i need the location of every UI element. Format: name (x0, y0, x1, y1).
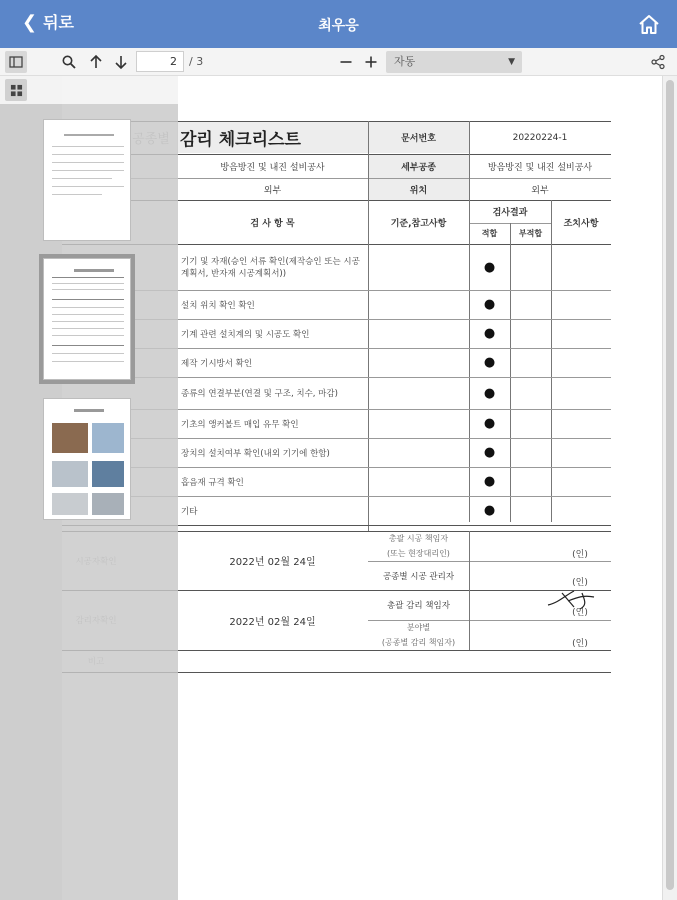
previous-page-button[interactable] (85, 51, 107, 73)
thumb-line (52, 335, 124, 336)
home-button[interactable] (637, 13, 661, 37)
result-mark: ● (483, 445, 496, 460)
supervisor-date: 2022년 02월 24일 (229, 616, 316, 628)
detail-work-label: 세부공종 (401, 162, 436, 173)
zoom-in-button[interactable] (360, 51, 382, 73)
rule (469, 531, 470, 650)
thumb-line (52, 162, 124, 163)
location-value: 외부 (531, 185, 549, 196)
result-mark: ● (483, 297, 496, 312)
thumb-photo (92, 493, 124, 515)
pdf-toolbar (0, 48, 677, 76)
sidebar-icon (8, 54, 24, 70)
result-mark: ● (483, 355, 496, 370)
thumb-line (52, 321, 124, 322)
scrollbar-thumb[interactable] (666, 80, 674, 890)
thumb-line (52, 277, 124, 278)
home-icon (637, 13, 661, 37)
thumb-line (52, 289, 124, 290)
chevron-left-icon: ❮ (22, 12, 38, 33)
thumbnail-sidebar (0, 76, 178, 900)
plus-icon (363, 54, 379, 70)
arrow-up-icon (88, 54, 104, 70)
action-header: 조치사항 (563, 218, 599, 229)
thumb-line (52, 194, 102, 195)
app-header (0, 0, 677, 48)
page-thumbnail-3[interactable] (43, 398, 131, 520)
thumb-line (74, 409, 104, 412)
checklist-item: 흡음재 규격 확인 (181, 477, 244, 488)
thumb-photo (52, 461, 88, 487)
checklist-item: 기초의 앵커볼트 매입 유무 확인 (181, 419, 299, 430)
thumb-line (52, 186, 124, 187)
thumb-line (52, 307, 124, 308)
pass-header: 적합 (481, 229, 498, 238)
seal-mark: (인) (572, 578, 588, 588)
zoom-select[interactable] (386, 51, 522, 73)
inspection-item-header: 검 사 항 목 (250, 218, 295, 229)
scrollbar[interactable] (662, 76, 677, 900)
page-thumbnail-1[interactable] (43, 119, 131, 241)
zoom-out-button[interactable] (335, 51, 357, 73)
search-button[interactable] (58, 51, 80, 73)
thumb-line (52, 170, 124, 171)
fail-header: 부적합 (518, 229, 543, 238)
thumb-line (52, 283, 124, 284)
criteria-header: 기준,참고사항 (390, 218, 447, 229)
sidebar-tabs (0, 76, 178, 104)
thumb-line (64, 134, 114, 136)
role-2: 공종별 시공 관리자 (382, 571, 455, 582)
zoom-value: 자동 (394, 55, 416, 68)
page-total: / 3 (189, 55, 204, 68)
share-icon (650, 54, 666, 70)
thumb-photo (92, 423, 124, 453)
handwritten-signature (544, 587, 600, 613)
role-4-line-2: (공종별 감리 책임자) (381, 638, 456, 647)
checklist-item: 종류의 연결부분(연결 및 구조, 치수, 마감) (181, 389, 338, 399)
thumb-line (52, 361, 124, 362)
page-number-input[interactable]: 2 (136, 51, 184, 72)
checklist-item: 제작 기시방서 확인 (181, 358, 253, 369)
thumb-line (52, 154, 124, 155)
location-label: 위치 (409, 185, 428, 196)
role-1-line-1: 총괄 시공 책임자 (388, 534, 449, 543)
chevron-down-icon: ▼ (508, 57, 515, 67)
seal-mark: (인) (572, 639, 588, 649)
checklist-item: 기계 관련 설치계의 및 시공도 확인 (181, 329, 310, 340)
doc-number-value: 20220224-1 (512, 132, 568, 143)
sidebar-toggle-button[interactable] (5, 51, 27, 73)
seal-mark: (인) (572, 550, 588, 560)
thumb-photo (92, 461, 124, 487)
role-3: 총괄 감리 책임자 (387, 601, 450, 611)
rule (510, 223, 511, 522)
contractor-date: 2022년 02월 24일 (229, 557, 316, 568)
search-icon (61, 54, 77, 70)
seal-mark: (인) (572, 608, 588, 618)
checklist-item: 설치 위치 확인 확인 (181, 300, 255, 311)
work-type-value: 방음방진 및 내진 설비공사 (220, 162, 325, 173)
thumb-line (52, 178, 112, 179)
thumb-photo (52, 493, 88, 515)
grid-icon (10, 84, 23, 97)
result-mark: ● (483, 503, 496, 518)
thumb-line (74, 269, 114, 272)
thumb-line (52, 299, 124, 300)
role-1-line-2: (또는 현장대리인) (387, 549, 450, 558)
checklist-item: 기기 및 자재(승인 서류 확인(제작승인 또는 시공계획서, 반자재 시공계획서)) (181, 257, 360, 279)
thumbnail-view-button[interactable] (5, 79, 27, 101)
checklist-item: 장치의 설치여부 확인(내외 기기에 한함) (181, 448, 330, 459)
doc-number-label: 문서번호 (401, 134, 436, 144)
share-button[interactable] (647, 51, 669, 73)
result-mark: ● (483, 385, 496, 401)
thumb-line (52, 353, 124, 354)
area-value: 외부 (263, 185, 282, 196)
thumb-photo (52, 423, 88, 453)
detail-work-value: 방음방진 및 내진 설비공사 (487, 162, 593, 173)
thumb-line (52, 314, 124, 315)
result-mark: ● (483, 416, 496, 431)
minus-icon (338, 54, 354, 70)
rule (551, 200, 552, 522)
page-thumbnail-2[interactable] (43, 258, 131, 380)
thumb-line (52, 146, 124, 147)
next-page-button[interactable] (110, 51, 132, 73)
thumb-line (52, 345, 124, 346)
result-header: 검사결과 (492, 208, 528, 218)
result-mark: ● (483, 326, 496, 341)
arrow-down-icon (113, 54, 129, 70)
thumb-line (52, 328, 124, 329)
role-4-line-1: 분야별 (406, 623, 431, 632)
back-label: 뒤로 (43, 13, 75, 32)
document-title: 감리 체크리스트 (180, 130, 301, 150)
page-title: 최우응 (318, 18, 359, 34)
result-mark: ● (483, 259, 496, 275)
checklist-item: 기타 (181, 506, 198, 517)
result-mark: ● (483, 474, 496, 489)
